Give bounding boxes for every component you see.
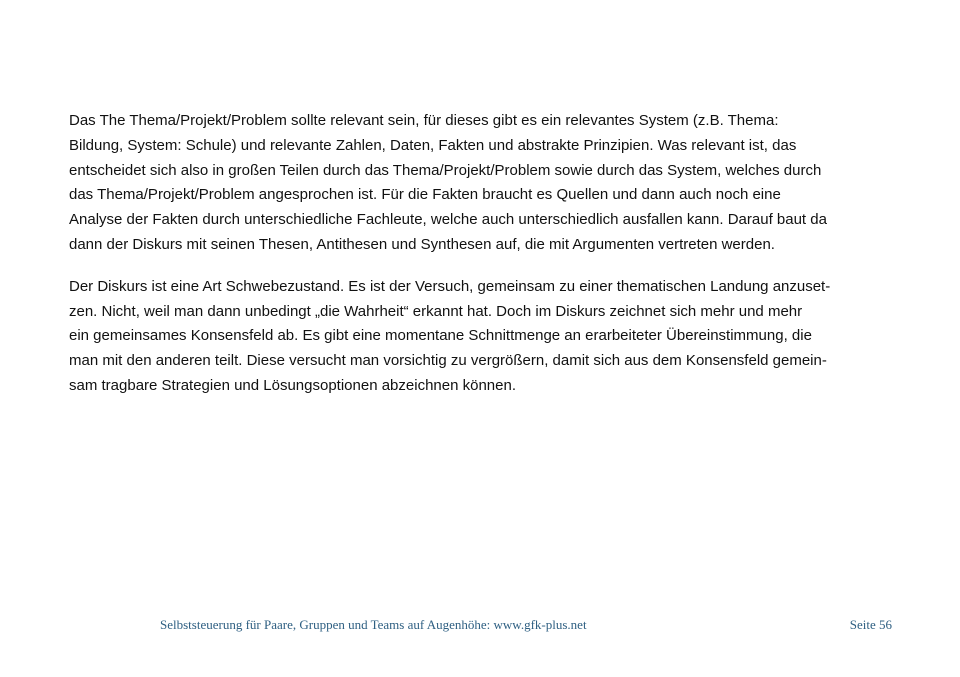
paragraph-1 <box>69 109 899 258</box>
text-line: entscheidet sich also in großen Teilen durch das Thema/Projekt/Problem sowie durch das System, welches durch <box>69 161 822 179</box>
page-footer <box>0 617 960 637</box>
text-line: zen. Nicht, weil man dann unbedingt „die Wahrheit“ erkannt hat. Doch im Diskurs zeichnet sich mehr und mehr <box>69 302 803 320</box>
body-text <box>69 109 899 399</box>
text-line: Bildung, System: Schule) und relevante Zahlen, Daten, Fakten und abstrakte Prinzipien. Was relevant ist, das <box>69 136 797 154</box>
text-line: dann der Diskurs mit seinen Thesen, Antithesen und Synthesen auf, die mit Argumenten vertreten werden. <box>69 235 775 253</box>
text-line: Der Diskurs ist eine Art Schwebezustand. Es ist der Versuch, gemeinsam zu einer thematischen Landung anzuset- <box>69 277 831 295</box>
page-number: Seite 56 <box>849 617 892 632</box>
paragraph-2 <box>69 275 899 399</box>
text-line: Analyse der Fakten durch unterschiedliche Fachleute, welche auch unterschiedlich ausfallen kann. Darauf baut da <box>69 211 827 229</box>
footer-title: Selbststeuerung für Paare, Gruppen und Teams auf Augenhöhe: www.gfk-plus.net <box>160 617 587 632</box>
text-line: Das The Thema/Projekt/Problem sollte relevant sein, für dieses gibt es ein relevantes System (z.B. Thema: <box>69 112 779 129</box>
text-line: ein gemeinsames Konsensfeld ab. Es gibt eine momentane Schnittmenge an erarbeiteter Übereinstimmung, die <box>69 327 812 345</box>
text-line: man mit den anderen teilt. Diese versucht man vorsichtig zu vergrößern, damit sich aus dem Konsensfeld gemein- <box>69 352 827 370</box>
text-line: sam tragbare Strategien und Lösungsoptionen abzeichnen können. <box>69 376 516 394</box>
text-line: das Thema/Projekt/Problem angesprochen ist. Für die Fakten braucht es Quellen und dann auch noch eine <box>69 186 781 204</box>
